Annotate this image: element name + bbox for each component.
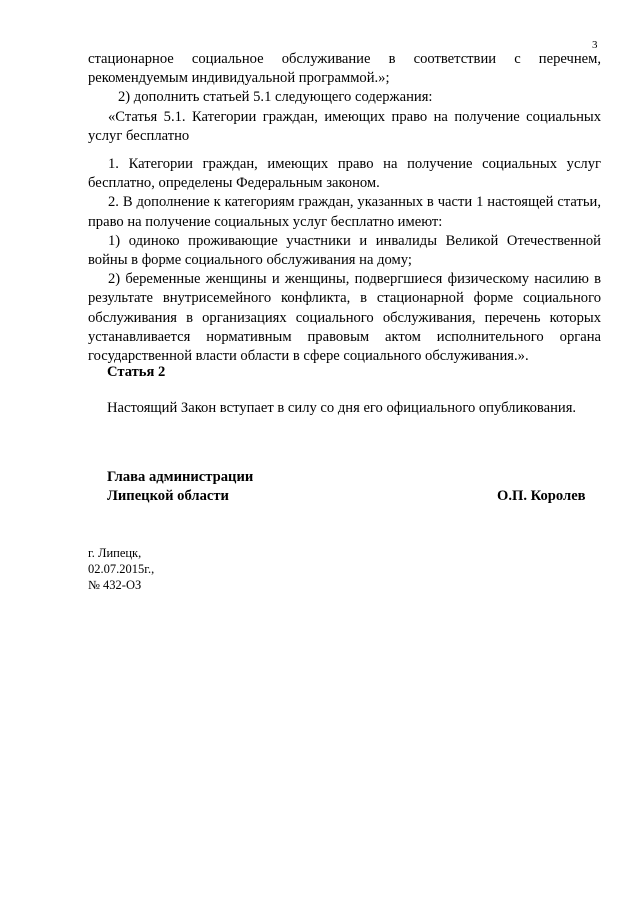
article-2-heading: Статья 2 [107,364,166,380]
signatory-name: О.П. Королев [497,488,586,504]
intro-paragraph-amendment: 2) дополнить статьей 5.1 следующего содержания: [118,89,433,106]
article-2-text: Настоящий Закон вступает в силу со дня его официального опубликования. [107,400,577,416]
article-5-1-subitem-2: 2) беременные женщины и женщины, подвергшиеся физическому насилию в результате внутрисемейного конфликта, в стационарной форме социального обслуживания в организациях социального обслуживания, перечень которых устанавливается нормативным правовым актом исполнительного органа государственной власти области в сфере социального обслуживания.». [88,271,601,365]
article-5-1-subitem-1: 1) одиноко проживающие участники и инвалиды Великой Отечественной войны в форме социального обслуживания на дому; [88,232,601,269]
article-5-1-title: «Статья 5.1. Категории граждан, имеющих право на получение социальных услуг бесплатно [88,108,601,144]
page-number: 3 [592,39,598,51]
article-5-1-item-2: 2. В дополнение к категориям граждан, указанных в части 1 настоящей статьи, право на получение социальных услуг бесплатно имеют: [88,194,601,230]
signature-title-line-1: Глава администрации [107,469,254,485]
footer-city: г. Липецк, [88,546,142,560]
article-5-1-item-1: 1. Категории граждан, имеющих право на получение социальных услуг бесплатно, определены Федеральным законом. [88,156,601,192]
intro-paragraph-continuation: стационарное социальное обслуживание в соответствии с перечнем, рекомендуемым индивидуальной программой.»; [88,51,601,87]
intro-section [88,50,601,146]
article-5-1-body [88,155,601,366]
signature-title-line-2: Липецкой области [107,488,229,504]
footer-law-number: № 432-ОЗ [88,578,142,592]
footer-date: 02.07.2015г., [88,562,155,576]
